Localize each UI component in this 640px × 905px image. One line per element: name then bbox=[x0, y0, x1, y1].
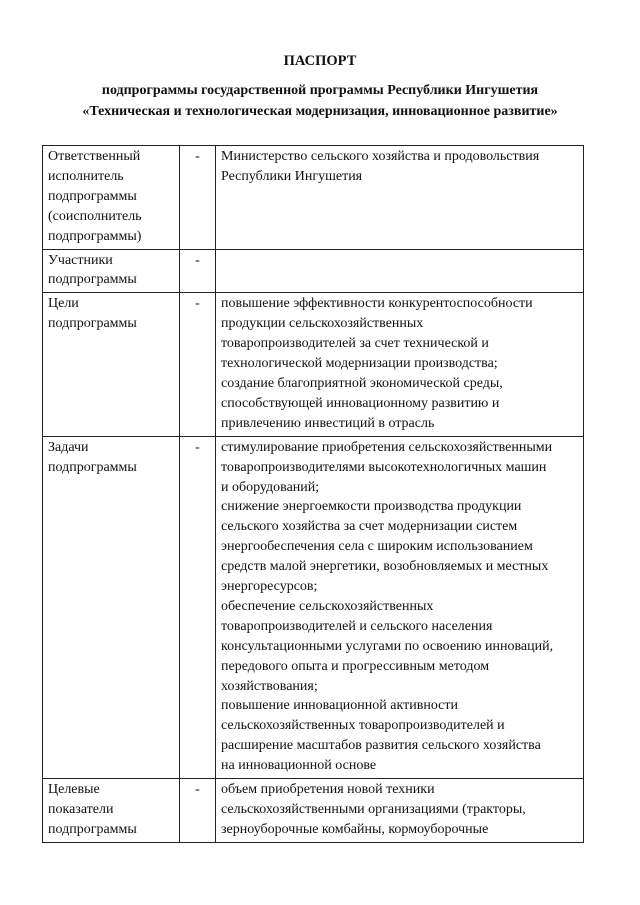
row-dash: - bbox=[195, 296, 200, 312]
row-value-line: создание благоприятной экономической среды, bbox=[221, 375, 503, 391]
passport-table bbox=[42, 145, 584, 843]
row-label-line: подпрограммы bbox=[48, 459, 137, 475]
table-row bbox=[43, 146, 584, 250]
row-value-line: консультационными услугами по освоению инноваций, bbox=[221, 638, 554, 654]
row-value-line: расширение масштабов развития сельского хозяйства bbox=[221, 738, 541, 754]
row-value-line: Министерство сельского хозяйства и продовольствия bbox=[221, 149, 540, 164]
document-subtitle-line2: «Техническая и технологическая модернизация, инновационное развитие» bbox=[82, 104, 558, 119]
row-label-line: Участники bbox=[48, 252, 113, 268]
row-value-cell bbox=[216, 436, 584, 778]
row-label-line: Задачи bbox=[48, 439, 89, 455]
row-dash: - bbox=[195, 439, 200, 455]
row-dash-cell bbox=[180, 293, 216, 436]
row-value-line: средств малой энергетики, возобновляемых и местных bbox=[221, 559, 549, 575]
row-label-line: показатели bbox=[48, 802, 114, 817]
row-label-line: Целевые bbox=[48, 782, 100, 798]
row-value-line: продукции сельскохозяйственных bbox=[221, 316, 424, 332]
row-value-line: товаропроизводителями высокотехнологичных машин bbox=[221, 459, 547, 475]
document-title: ПАСПОРТ bbox=[283, 53, 357, 69]
row-label-cell bbox=[43, 146, 180, 250]
row-dash-cell bbox=[180, 436, 216, 778]
row-label-line: (соисполнитель bbox=[48, 208, 142, 224]
row-value-line: энергоресурсов; bbox=[221, 579, 318, 595]
row-value-line: снижение энергоемкости производства продукции bbox=[221, 499, 522, 515]
row-value-line: стимулирование приобретения сельскохозяйственными bbox=[221, 439, 553, 455]
row-value-line: способствующей инновационному развитию и bbox=[221, 395, 500, 411]
row-value-line: повышение эффективности конкурентоспособности bbox=[221, 296, 533, 312]
row-label-line: подпрограммы bbox=[48, 821, 137, 837]
row-value-line: на инновационной основе bbox=[221, 758, 377, 774]
row-label-cell bbox=[43, 293, 180, 436]
row-value-line: сельского хозяйства за счет модернизации систем bbox=[221, 519, 518, 535]
row-dash-cell bbox=[180, 146, 216, 250]
row-value-line: товаропроизводителей за счет технической и bbox=[221, 336, 489, 352]
row-dash: - bbox=[195, 149, 200, 164]
table-row bbox=[43, 293, 584, 436]
row-value-cell bbox=[216, 293, 584, 436]
row-value-line: зерноуборочные комбайны, кормоуборочные bbox=[221, 821, 489, 837]
row-value-line: передового опыта и прогрессивным методом bbox=[221, 658, 490, 674]
row-value-line: объем приобретения новой техники bbox=[221, 782, 435, 798]
row-label-line: подпрограммы bbox=[48, 188, 137, 204]
row-label-line: исполнитель bbox=[48, 168, 124, 184]
row-value-line: и оборудований; bbox=[221, 479, 320, 495]
row-value-line: хозяйствования; bbox=[221, 678, 318, 694]
row-label-cell bbox=[43, 436, 180, 778]
row-label-cell bbox=[43, 249, 180, 293]
row-value-line: привлечению инвестиций в отрасль bbox=[221, 415, 435, 431]
table-row bbox=[43, 436, 584, 778]
row-value-cell bbox=[216, 249, 584, 293]
row-label-line: подпрограммы bbox=[48, 272, 137, 288]
row-label-line: подпрограммы) bbox=[48, 228, 142, 244]
row-value-line: сельскохозяйственными организациями (тракторы, bbox=[221, 802, 526, 817]
table-row bbox=[43, 249, 584, 293]
row-dash-cell bbox=[180, 249, 216, 293]
row-dash: - bbox=[195, 782, 200, 798]
table-row bbox=[43, 779, 584, 843]
row-label-cell bbox=[43, 779, 180, 843]
row-value-cell bbox=[216, 146, 584, 250]
passport-table-body bbox=[43, 146, 584, 843]
row-label-line: Цели bbox=[48, 296, 79, 312]
row-value-line: товаропроизводителей и сельского населения bbox=[221, 618, 493, 634]
row-label-line: Ответственный bbox=[48, 149, 141, 164]
row-value-cell bbox=[216, 779, 584, 843]
row-value-line: технологической модернизации производства; bbox=[221, 356, 498, 372]
row-dash-cell bbox=[180, 779, 216, 843]
row-label-line: подпрограммы bbox=[48, 316, 137, 332]
row-value-line: повышение инновационной активности bbox=[221, 698, 458, 714]
row-value-line: обеспечение сельскохозяйственных bbox=[221, 598, 434, 614]
row-value-line: сельскохозяйственных товаропроизводителей и bbox=[221, 718, 505, 734]
row-dash: - bbox=[195, 252, 200, 268]
document-subtitle-line1: подпрограммы государственной программы Республики Ингушетия bbox=[101, 83, 539, 98]
row-value-line: Республики Ингушетия bbox=[221, 168, 363, 184]
row-value-line: энергообеспечения села с широким использованием bbox=[221, 539, 533, 555]
